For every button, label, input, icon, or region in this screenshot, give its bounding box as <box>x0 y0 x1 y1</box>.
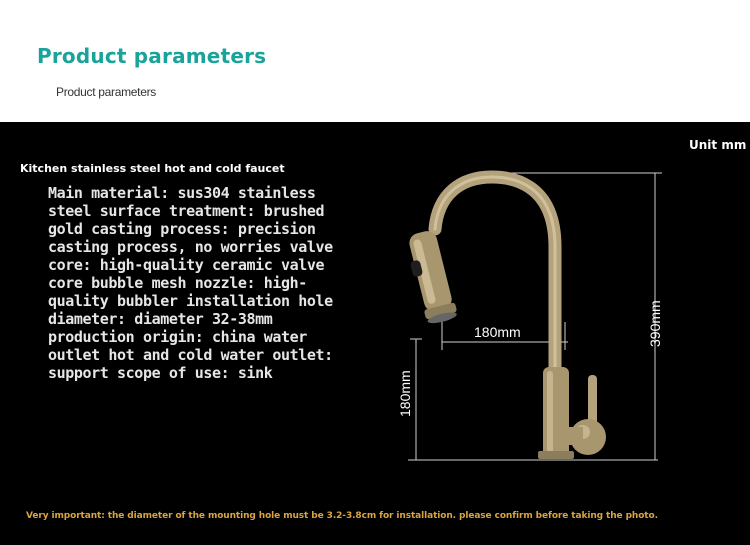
dim-spout-height: 180mm <box>397 370 413 417</box>
dim-total-height: 390mm <box>647 300 663 347</box>
spec-panel <box>0 122 750 545</box>
product-name: Kitchen stainless steel hot and cold faucet <box>20 162 285 175</box>
unit-label: Unit mm <box>689 138 747 152</box>
faucet-icon <box>403 177 606 459</box>
dim-spout-reach: 180mm <box>474 324 521 340</box>
spec-text: Main material: sus304 stainless steel surface treatment: brushed gold casting process: precision casting process, no worries valve core: high-quality ceramic valve core bubble mesh nozzle: high-quality bubbler installation hole diameter: diameter 32-38mm production origin: china water outlet hot and cold water outlet: support scope of use: sink <box>48 184 333 382</box>
page-subtitle: Product parameters <box>56 85 156 99</box>
faucet-diagram <box>380 157 680 467</box>
page-title: Product parameters <box>37 44 267 68</box>
installation-notice: Very important: the diameter of the mounting hole must be 3.2-3.8cm for installation. please confirm before taking the photo. <box>26 511 658 521</box>
header-section <box>0 0 750 122</box>
